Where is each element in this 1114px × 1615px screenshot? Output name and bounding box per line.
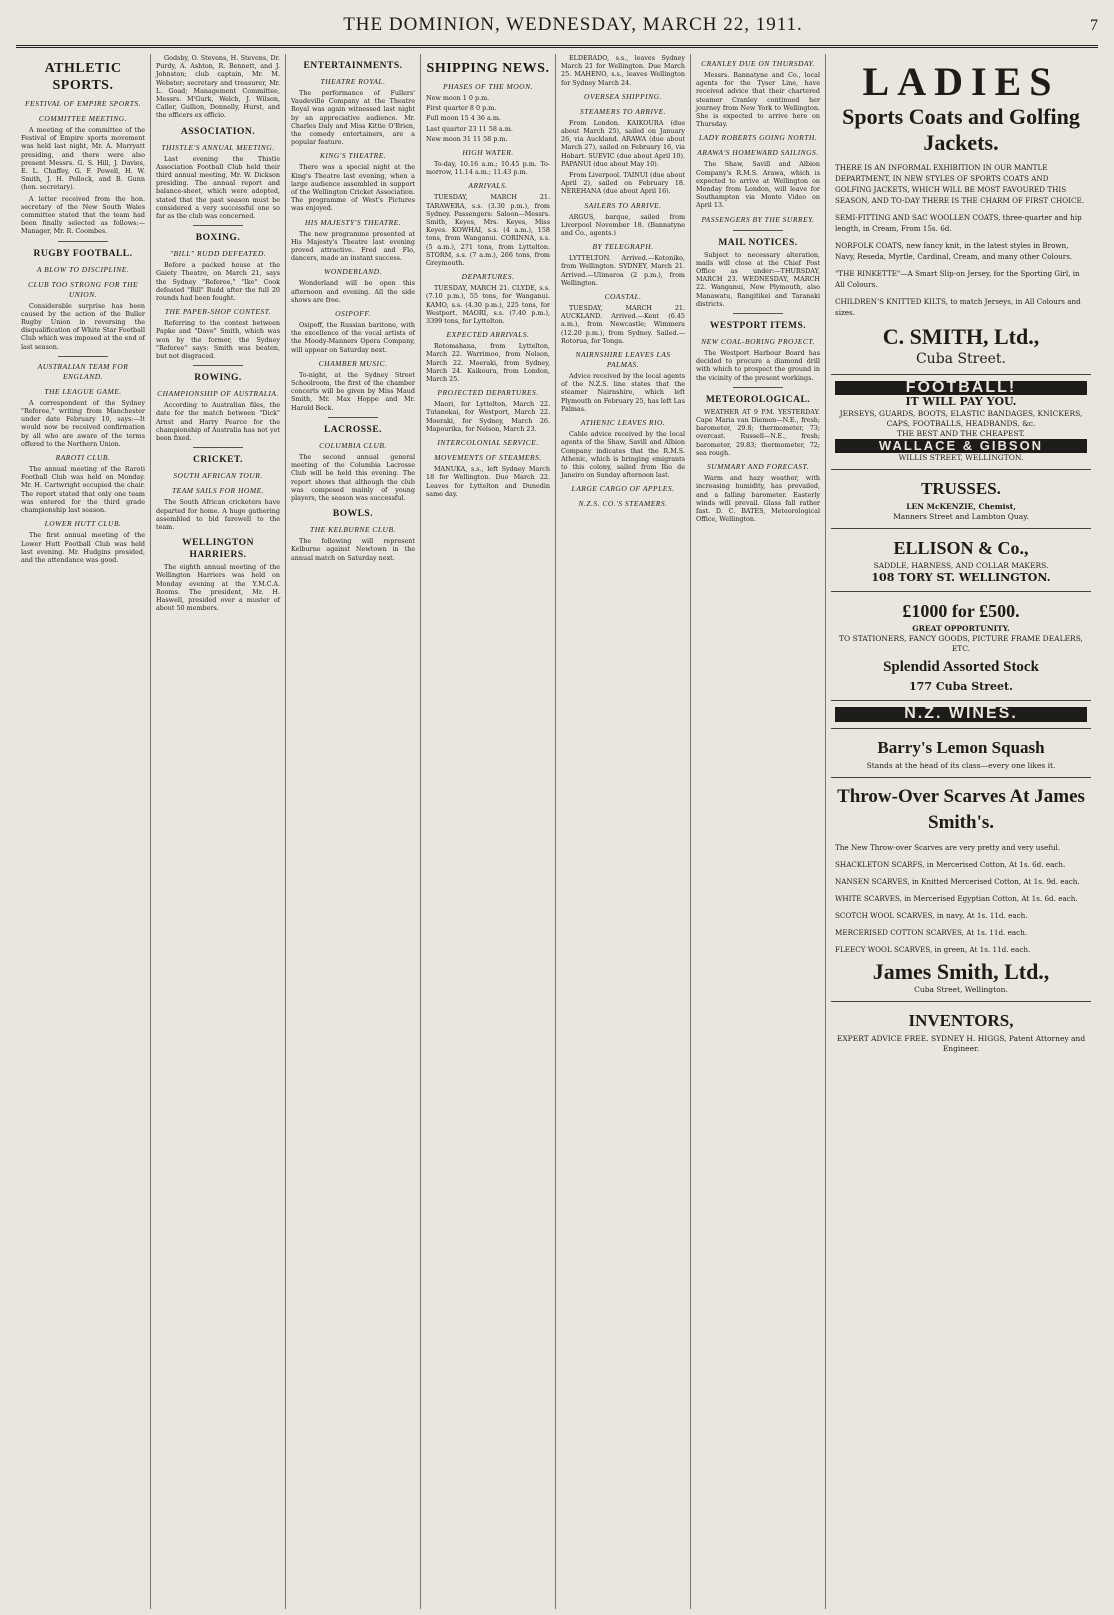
headline-shipping: SHIPPING NEWS. — [426, 61, 550, 76]
ad-item-norfolk: NORFOLK COATS, new fancy knit, in the latest styles in Brown, Navy, Reseda, Myrtle, Cardinal, Cream, and many other Colours. — [835, 241, 1073, 261]
subhead-championship: CHAMPIONSHIP OF AUSTRALIA. — [157, 389, 279, 399]
subhead-sailers: SAILERS TO ARRIVE. — [584, 200, 662, 210]
article-text: Warm and hazy weather, with increasing humidity, has prevailed, and a falling barometer. Easterly winds will prevail. Glass fall rather fast. D. C. BATES, Meteorological Office, Wellington. — [696, 474, 820, 524]
subhead-australian-team: AUSTRALIAN TEAM FOR ENGLAND. — [37, 361, 129, 381]
article-text: The eighth annual meeting of the Wellington Harriers was held on Monday evening at the Y.M.C.A. Rooms. The president, Mr. H. Haswell, presided over a muster of about 50 members. — [156, 563, 280, 613]
article-text: Osipoff, the Russian baritone, with the excellence of the vocal artists of the Moody-Manners Opera Company, will appear on Saturday next. — [291, 321, 415, 354]
ad-tory-st: 108 TORY ST. WELLINGTON. — [871, 571, 1051, 585]
moon-row: Full moon 15 4 36 a.m. — [426, 114, 501, 123]
ad-price: £1000 for £500. — [902, 601, 1020, 622]
moon-row: Last quarter 23 11 58 a.m. — [426, 124, 513, 133]
article-text: Godsby, O. Stevens, H. Stevens, Dr. Purdy, A. Ashton, R. Bennett, and J. Johnston; club captain, Mr. M. Webster; secretary and treasurer, Mr. L. Goad; Management Committee, Messrs. M'Gurk, Welch, J. Wilson, Caller, Gullion, Donnelly, Hurst, and the officers ex officio. — [156, 54, 280, 120]
headline-association: ASSOCIATION. — [180, 126, 256, 137]
ad-inventors-title: INVENTORS, — [908, 1010, 1014, 1030]
headline-athletic-sports: ATHLETIC SPORTS. — [44, 61, 122, 93]
subhead-nzs-steamers: N.Z.S. CO.'S STEAMERS. — [578, 499, 668, 509]
ad-c-smith: C. SMITH, Ltd., — [882, 324, 1040, 349]
headline-mail-notices: MAIL NOTICES. — [718, 237, 798, 248]
moon-row: New moon 31 11 58 p.m. — [426, 134, 508, 143]
subhead-team-sails: TEAM SAILS FOR HOME. — [171, 486, 265, 496]
article-text: Last evening the Thistle Association Football Club held their third annual meeting, Mr. W. Dickson presiding. The annual report and balance-sheet, which were adopted, stated that the past season must be considered a very successful one so far as the club was concerned. — [156, 154, 280, 221]
column-5 — [556, 54, 691, 1609]
ad-cuba-177: 177 Cuba Street. — [909, 680, 1013, 694]
article-text: The South African cricketers have departed for home. A huge gathering assembled to bid farewell to the team. — [156, 498, 280, 531]
article-text: Considerable surprise has been caused by the action of the Buller Rugby Union in reversing the disqualification of White Star Football Club which was imposed at the end of last season. — [21, 301, 145, 351]
article-text: The new programme presented at His Majesty's Theatre last evening proved attractive. Fred and Flo, dancers, made an instant success. — [291, 229, 415, 263]
subhead-columbia: COLUMBIA CLUB. — [319, 440, 387, 450]
ad-scarf-item: WHITE SCARVES, in Mercerised Egyptian Cotton, At 1s. 6d. each. — [835, 893, 1078, 903]
ad-column — [826, 54, 1096, 1609]
ad-item-coats: SEMI-FITTING AND SAC WOOLLEN COATS, three-quarter and hip length, in Cream, From 15s. 6d. — [835, 213, 1082, 233]
article-text: According to Australian files, the date for the match between "Dick" Arnst and Harry Pearce for the championship of Australia has not yet been fixed. — [156, 401, 280, 443]
ad-nz-wines-title: N.Z. WINES. — [835, 707, 1087, 721]
subhead-high-water: HIGH WATER. — [462, 148, 514, 158]
ad-football-title: FOOTBALL! — [835, 381, 1087, 395]
subhead-telegraph: BY TELEGRAPH. — [592, 242, 654, 252]
ad-cuba-street: Cuba Street. — [915, 351, 1007, 367]
ad-trusses — [831, 470, 1091, 529]
subhead-surrey: PASSENGERS BY THE SURREY. — [701, 214, 815, 224]
moon-table — [426, 94, 550, 143]
subhead-arawa: ARAWA'S HOMEWARD SAILINGS. — [697, 148, 819, 158]
subhead-cranley: CRANLEY DUE ON THURSDAY. — [701, 59, 815, 68]
article-text: Cable advice received by the local agents of the Shaw, Savill and Albion Company indicates that the R.M.S. Athenic, which is bringing emigrants to this colony, sailed from Rio de Janeiro on Sunday afternoon last. — [561, 430, 685, 480]
ad-barry-title: Barry's Lemon Squash — [877, 737, 1045, 757]
ad-wallace-gibson: WALLACE & GIBSON — [835, 439, 1087, 453]
masthead — [16, 14, 1098, 48]
ad-ladies-title: LADIES — [862, 59, 1060, 104]
subhead-chamber-music: CHAMBER MUSIC. — [318, 358, 388, 368]
subhead-league-game: THE LEAGUE GAME. — [44, 386, 122, 396]
article-text: To-day, 10.16 a.m.; 10.45 p.m. To-morrow, 11.14 a.m.; 11.43 p.m. — [426, 160, 550, 177]
article-text: Wonderland will be open this afternoon and evening. All the side shows are free. — [291, 279, 415, 304]
subhead-festival: FESTIVAL OF EMPIRE SPORTS. — [24, 99, 142, 108]
article-text: ARGUS, barque, sailed from Liverpool November 18. (Bannatyne and Co., agents.) — [561, 212, 685, 238]
column-3 — [286, 54, 421, 1609]
subhead-theatre-royal: THEATRE ROYAL. — [320, 77, 386, 86]
ad-lambton: Manners Street and Lambton Quay. — [893, 512, 1029, 522]
ad-james-smith-name: James Smith, Ltd., — [872, 958, 1050, 984]
subhead-rudd: "BILL" RUDD DEFEATED. — [169, 249, 267, 259]
ad-scarf-item: MERCERISED COTTON SCARVES, At 1s. 11d. each. — [835, 927, 1028, 937]
article-text: ELDERADO, s.s., leaves Sydney March 21 for Wellington. Due March 25. MAHENO, s.s., leaves Wellington for Sydney March 24. — [561, 54, 685, 87]
headline-bowls: BOWLS. — [332, 509, 374, 520]
article-text: The following will represent Kelburne against Newtown in the annual match on Saturday next. — [291, 537, 415, 562]
article-text: TUESDAY, MARCH 21. CLYDE, s.s. (7.10 p.m.), 55 tons, for Wanganui. KAMO, s.s. (4.30 p.m.), 225 tons, for Westport. MAORI, s.s. (7.40 p.m.), 3399 tons, for Lyttelton. — [426, 284, 550, 326]
article-text: MANUKA, s.s., left Sydney March 18 for Wellington. Due March 22. Leaves for Lyttelton and Dunedin same day. — [426, 465, 550, 498]
subhead-lady-roberts: LADY ROBERTS GOING NORTH. — [698, 133, 818, 143]
headline-lacrosse: LACROSSE. — [323, 424, 383, 435]
moon-row: First quarter 8 0 p.m. — [426, 104, 497, 113]
subhead-coastal: COASTAL. — [604, 292, 642, 302]
ad-football-list: JERSEYS, GUARDS, BOOTS, ELASTIC BANDAGES, KNICKERS, CAPS, FOOTBALLS, HEADBANDS, &c. — [839, 409, 1083, 429]
page-number: 7 — [1090, 17, 1098, 34]
article-text: Referring to the contest between Papke and "Dave" Smith, which was won by the former, the Sydney "Referee" says: Smith was beaten, but not disgraced. — [156, 319, 280, 361]
ad-james-smith — [831, 778, 1091, 1002]
article-text: A correspondent of the Sydney "Referee," writing from Manchester under date February 10, says:—It would now be received confirmation by all who are aware of the terms offered to the Northern Union. — [21, 398, 145, 448]
article-text: Rotomahana, from Lyttelton, March 22. Warrimoo, from Nelson, March 22. Moeraki, from Sydney, March 24. Kaikoura, from London, March 25. — [426, 342, 550, 384]
ad-stationers: TO STATIONERS, FANCY GOODS, PICTURE FRAME DEALERS, ETC. — [839, 634, 1083, 654]
ad-barry-sub: Stands at the head of its class—every one likes it. — [866, 760, 1056, 770]
subhead-osipoff: OSIPOFF. — [335, 309, 371, 319]
ad-football-best: THE BEST AND THE CHEAPEST. — [897, 429, 1025, 439]
article-text: The Westport Harbour Board has decided to procure a diamond drill with which to prospect the ground in the vicinity of the present workings. — [696, 349, 820, 382]
ad-scarf-item: SHACKLETON SCARFS, in Mercerised Cotton, At 1s. 6d. each. — [835, 859, 1066, 869]
ad-ladies — [831, 54, 1091, 375]
article-text: A meeting of the committee of the Festival of Empire sports movement was held last night, Mr. A. Marryatt presiding, and there were also present Messrs. G. S. Hill, J. Davies, E. L. Chaffey, G. F. Powell, H. W. Smith, J. H. Pollock, and B. Gunn (hon. secretary). — [21, 126, 145, 192]
article-text: The performance of Fullers' Vaudeville Company at the Theatre Royal was again witnessed last night by an appreciative audience. Mr. Charles Daly and Miss Kittie O'Brien, the comedy entertainers, are a popular feature. — [291, 89, 415, 147]
subhead-forecast: SUMMARY AND FORECAST. — [707, 462, 809, 472]
article-text: A letter received from the hon. secretary of the New South Wales committee stated that the team had been finally selected as follows:—Manager, Mr. R. Coombes. — [21, 194, 145, 236]
ad-barry — [831, 729, 1091, 778]
headline-cricket: CRICKET. — [192, 455, 243, 466]
ad-football-sub: IT WILL PAY YOU. — [905, 395, 1017, 409]
ad-nz-wines — [831, 701, 1091, 728]
subhead-club-union: CLUB TOO STRONG FOR THE UNION. — [27, 279, 139, 299]
subhead-kelburne: THE KELBURNE CLUB. — [310, 525, 396, 535]
ad-football — [831, 375, 1091, 470]
column-1 — [16, 54, 151, 1609]
article-text: Maori, for Lyttelton, March 22. Tutanekai, for Westport, March 22. Moeraki, for Sydney, March 26. Mapourika, for Nelson, March 23. — [426, 400, 550, 433]
subhead-arrivals: ARRIVALS. — [468, 181, 508, 191]
subhead-kings-theatre: KING'S THEATRE. — [319, 151, 387, 161]
ad-opportunity — [831, 592, 1091, 701]
ad-cuba-st-wgtn: Cuba Street, Wellington. — [914, 984, 1008, 994]
ad-item-rinkette: "THE RINKETTE"—A Smart Slip-on Jersey, for the Sporting Girl, in All Colours. — [835, 269, 1080, 289]
ad-scarf-item: SCOTCH WOOL SCARVES, in navy, At 1s. 11d. each. — [835, 910, 1028, 920]
headline-rowing: ROWING. — [194, 373, 242, 384]
subhead-paper-shop: THE PAPER-SHOP CONTEST. — [164, 307, 272, 317]
ad-trusses-title: TRUSSES. — [921, 479, 1001, 499]
subhead-expected-arrivals: EXPECTED ARRIVALS. — [446, 330, 530, 340]
column-2 — [151, 54, 286, 1609]
ad-scarf-item: FLEECY WOOL SCARVES, in green, At 1s. 11d. each. — [835, 944, 1031, 954]
ad-inventors — [831, 1002, 1091, 1060]
ad-ellison — [831, 529, 1091, 592]
ad-intro: THERE IS AN INFORMAL EXHIBITION IN OUR MANTLE DEPARTMENT, IN NEW STYLES OF SPORTS COATS AND GOLFING JACKETS, WHICH WILL BE MOST FAVOURED THIS SEASON, AND TO-DAY THERE IS THE CHARM OF FIRST CHOICE. — [835, 163, 1085, 205]
headline-meteorological: METEOROLOGICAL. — [705, 394, 811, 405]
masthead-title: THE DOMINION, WEDNESDAY, MARCH 22, 1911. — [343, 14, 803, 35]
column-6 — [691, 54, 826, 1609]
moon-row: New moon 1 0 p.m. — [426, 94, 490, 102]
article-text: Messrs. Bannatyne and Co., local agents for the Tyser Line, have received advice that their chartered steamer Cranley continued her journey from New York to Wellington. She is expected to arrive here on Thursday. — [696, 71, 820, 129]
subhead-committee: COMMITTEE MEETING. — [38, 114, 128, 123]
subhead-apples: LARGE CARGO OF APPLES. — [571, 484, 675, 494]
article-text: Subject to necessary alteration, mails will close at the Chief Post Office as under:—THURSDAY, MARCH 23. WEDNESDAY, MARCH 22. Wanganui, New Plymouth, also Manawatu, Rangitikei and Taranaki districts. — [696, 250, 820, 308]
subhead-his-majestys: HIS MAJESTY'S THEATRE. — [304, 217, 402, 227]
ad-sports-coats: Sports Coats and Golfing Jackets. — [842, 104, 1080, 155]
headline-harriers: WELLINGTON HARRIERS. — [182, 538, 254, 561]
headline-entertainments: ENTERTAINMENTS. — [303, 61, 403, 71]
subhead-wonderland: WONDERLAND. — [324, 267, 382, 277]
headline-boxing: BOXING. — [195, 233, 241, 244]
article-text: There was a special night at the King's Theatre last evening, when a large audience assembled in support of the Wellington Cricket Association. The programme of West's Pictures was enjoyed. — [291, 163, 415, 213]
subhead-intercolonial: INTERCOLONIAL SERVICE. — [437, 438, 539, 448]
subhead-lower-hutt: LOWER HUTT CLUB. — [44, 519, 122, 529]
subhead-raroti: RAROTI CLUB. — [55, 453, 111, 463]
article-text: WEATHER AT 9 P.M. YESTERDAY. Cape Maria van Diemen—N.E., fresh; barometer, 29.8; thermometer, 73; overcast. Russell—N.E., fresh; barometer, 29.83; thermometer, 72; sea rough. — [696, 407, 820, 457]
ad-saddle: SADDLE, HARNESS, AND COLLAR MAKERS. — [873, 561, 1049, 571]
subhead-discipline: A BLOW TO DISCIPLINE. — [36, 264, 130, 274]
article-text: TUESDAY, MARCH 21. AUCKLAND. Arrived.—Kent (6.45 a.m.), from Newcastle; Wimmera (12.20 p.m.), from Sydney. Sailed.—Rotorua, for Tonga. — [561, 304, 685, 345]
article-text: The Shaw, Savill and Albion Company's R.M.S. Arawa, which is expected to arrive at Wellington on Monday from London, will leave for Southampton via Monte Video on April 13. — [696, 160, 820, 210]
subhead-departures: DEPARTURES. — [461, 272, 515, 282]
article-text: LYTTELTON. Arrived.—Kotoniko, from Wellington. SYDNEY, March 21. Arrived.—Ulimaroa (2 p.m.), from Wellington. — [561, 254, 685, 287]
ad-ellison-title: ELLISON & Co., — [893, 538, 1029, 559]
article-text: From London. KAIKOURA (due about March 25), sailed on January 26, via Auckland. ARAWA (due about March 27), sailed on February 16, via Hobart. SUEVIC (due about April 10). PAPANUI (due about May 10). — [561, 118, 685, 168]
subhead-south-african: SOUTH AFRICAN TOUR. — [173, 471, 263, 481]
subhead-oversea: OVERSEA SHIPPING. — [584, 91, 662, 101]
ad-splendid: Splendid Assorted Stock — [883, 659, 1039, 676]
subhead-steamers-arrive: STEAMERS TO ARRIVE. — [579, 106, 667, 116]
ad-scarves-intro: The New Throw-over Scarves are very pretty and very useful. — [835, 842, 1061, 852]
article-text: The annual meeting of the Raroti Football Club was held on Monday. Mr. H. Cartwright occupied the chair. The report stated that only one team was entered for the third grade championship last season. — [21, 465, 145, 515]
headline-westport: WESTPORT ITEMS. — [709, 321, 807, 332]
ad-great-opp: GREAT OPPORTUNITY. — [912, 624, 1010, 634]
subhead-thistle: THISTLE'S ANNUAL MEETING. — [161, 142, 275, 152]
article-text: To-night, at the Sydney Street Schoolroom, the first of the chamber concerts will be given by Miss Maud Smith, Mr. Max Hoppe and Mr. Harold Beck. — [291, 370, 415, 412]
article-text: The second annual general meeting of the Columbia Lacrosse Club will be held this evening. The report shows that although the club was composed mainly of young players, the season was successful. — [291, 452, 415, 502]
subhead-projected-departures: PROJECTED DEPARTURES. — [437, 388, 539, 398]
subhead-movements: MOVEMENTS OF STEAMERS. — [434, 453, 542, 463]
article-text: Advice received by the local agents of the N.Z.S. line states that the steamer Nairnshire, which left Plymouth on February 25, has left Las Palmas. — [561, 372, 685, 413]
subhead-athenic: ATHENIC LEAVES RIO. — [580, 418, 666, 428]
ad-item-kilts: CHILDREN'S KNITTED KILTS, to match Jerseys, in All Colours and sizes. — [835, 297, 1081, 317]
article-text: Before a packed house at the Gaiety Theatre, on March 21, says the Sydney "Referee," "Ike" Cook defeated "Bill" Rudd after the full 20 rounds had been fought. — [156, 261, 280, 303]
ad-mckenzie: LEN McKENZIE, Chemist, — [906, 502, 1016, 512]
ad-willis-street: WILLIS STREET, WELLINGTON. — [898, 453, 1024, 463]
ad-inventors-sub: EXPERT ADVICE FREE. SYDNEY H. HIGGS, Patent Attorney and Engineer. — [836, 1033, 1086, 1053]
article-text: TUESDAY, MARCH 21. TARAWERA, s.s. (3.30 p.m.), from Sydney. Passengers: Saloon—Messrs. Smith, Keyes, Mrs. Keyes, Miss Keyes. KOWHAI, s.s. (4 a.m.), 158 tons, from Wanganui. CORINNA, s.s. (5 a.m.), 271 tons, from Lyttelton. STORM, s.s. (7 a.m.), 266 tons, from Greymouth. — [426, 193, 550, 268]
ad-throw-over: Throw-Over Scarves At James Smith's. — [837, 785, 1085, 833]
headline-rugby: RUGBY FOOTBALL. — [33, 248, 133, 259]
subhead-moon: PHASES OF THE MOON. — [443, 82, 533, 91]
subhead-coal-boring: NEW COAL-BORING PROJECT. — [701, 337, 815, 347]
article-text: From Liverpool. TAINUI (due about April 2), sailed on February 18. NEREHANA (due about April 16). — [561, 171, 685, 196]
ad-scarf-item: NANSEN SCARVES, in Knitted Mercerised Cotton, At 1s. 9d. each. — [835, 876, 1080, 886]
subhead-nairnshire: NAIRNSHIRE LEAVES LAS PALMAS. — [575, 350, 671, 370]
article-text: The first annual meeting of the Lower Hutt Football Club was held last evening. Mr. Hudgins presided, and the attendance was good. — [21, 531, 145, 564]
column-4 — [421, 54, 556, 1609]
